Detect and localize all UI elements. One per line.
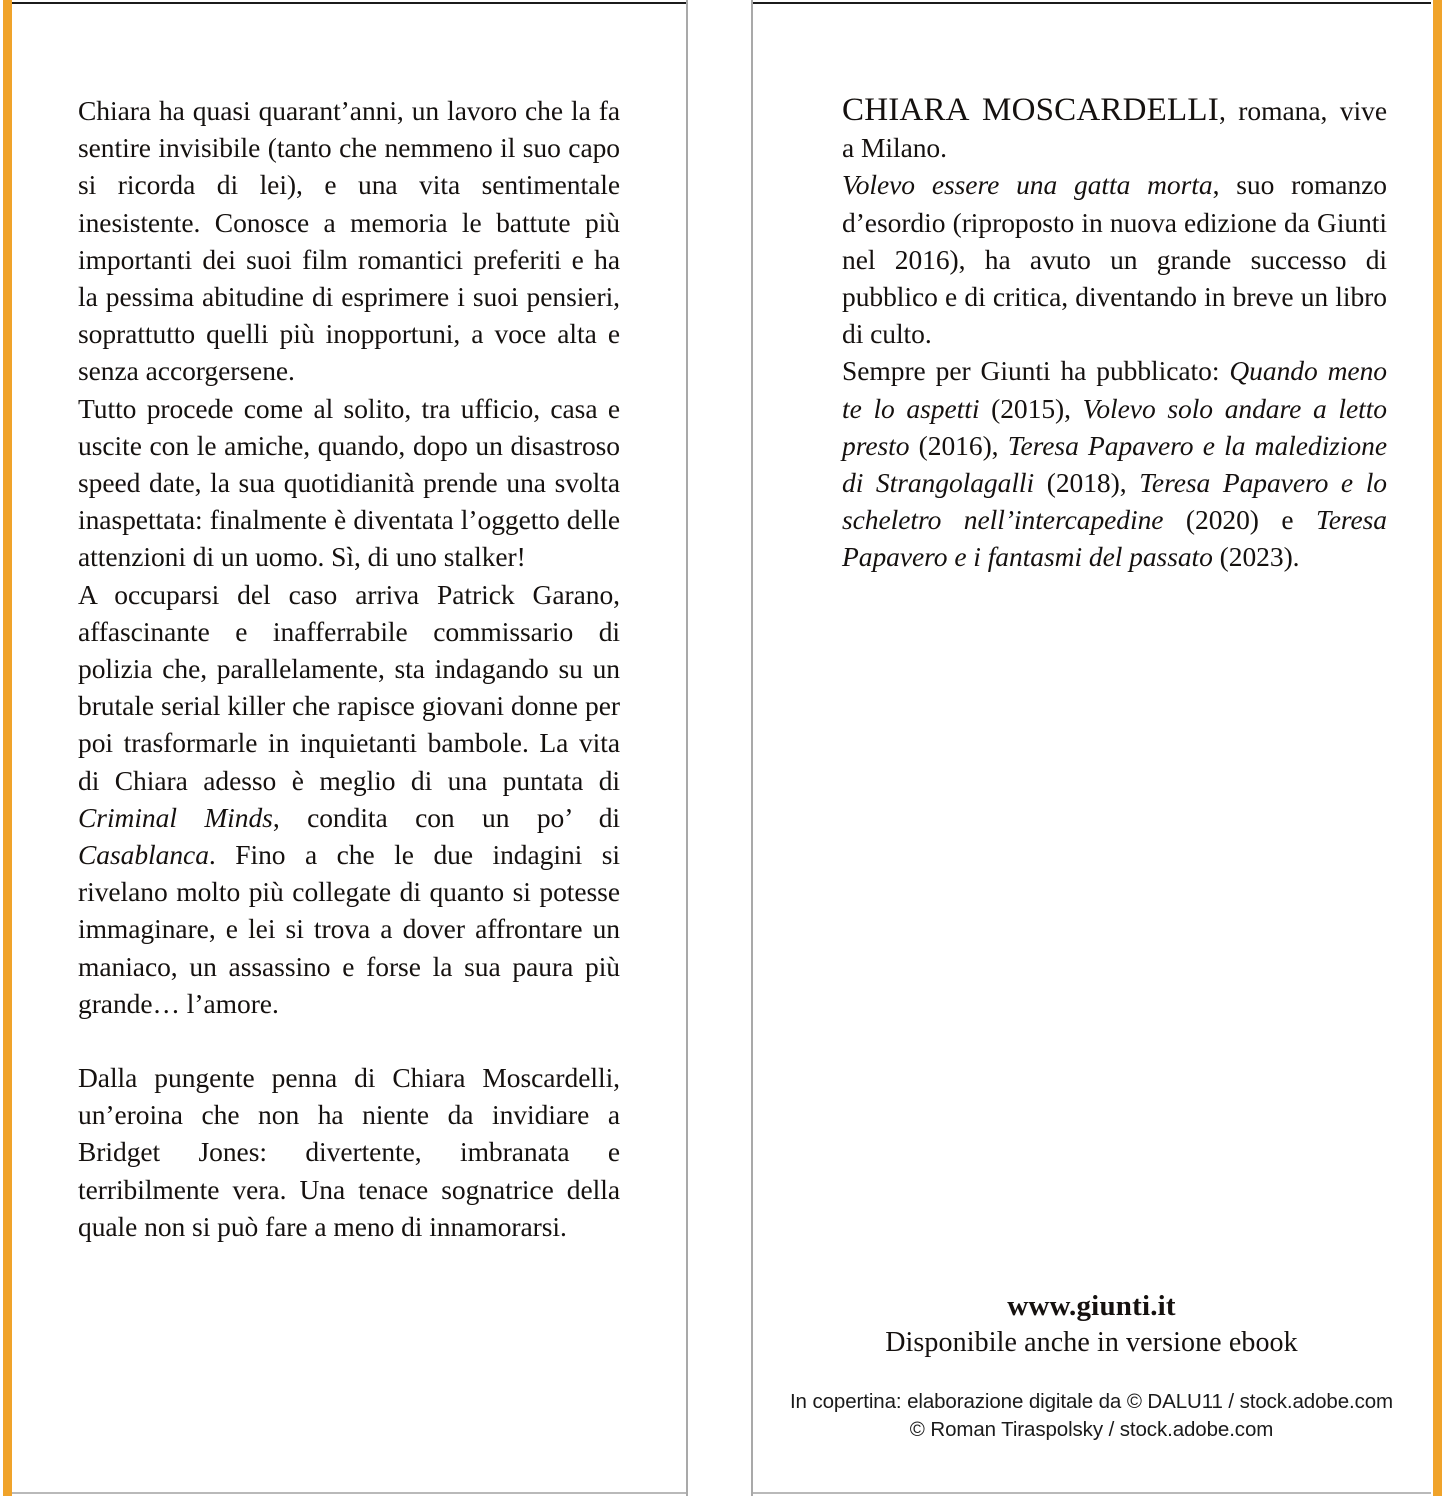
cover-image-credits	[752, 1388, 1431, 1444]
blurb-paragraph-3	[78, 576, 620, 1022]
orange-edge-strip-right	[1433, 0, 1442, 1496]
text-run: , suo romanzo d’esordio (riproposto in nuova edizione da Giunti nel 2016), ha avuto un grande successo di pubblico e di critica, diventando in breve un libro di culto.	[842, 169, 1388, 350]
blurb-text-column	[78, 92, 620, 1245]
text-run: , romana, vive a Milano.	[842, 95, 1387, 164]
credit-line-2: © Roman Tiraspolsky / stock.adobe.com	[909, 1418, 1274, 1441]
text-run: (2018),	[1034, 467, 1140, 499]
italic-title: Casablanca	[78, 839, 209, 871]
credit-line-1: In copertina: elaborazione digitale da © DALU11 / stock.adobe.com	[789, 1390, 1394, 1413]
text-run: (2020) e	[1163, 504, 1316, 536]
debut-novel-paragraph	[842, 166, 1387, 352]
author-text-column	[842, 92, 1387, 576]
italic-title: Volevo solo andare a letto presto	[842, 392, 1387, 461]
blurb-paragraph-2	[78, 390, 620, 576]
bibliography-paragraph	[842, 352, 1387, 575]
italic-title: Quando meno te lo aspetti	[842, 355, 1387, 424]
text-run: , condita con un po’ di	[272, 801, 620, 833]
publisher-website-link[interactable]: www.giunti.it	[1007, 1290, 1176, 1322]
fold-line-inner	[686, 0, 688, 1496]
text-run: Tutto procede come al solito, tra ufficio, casa e uscite con le amiche, quando, dopo un disastroso speed date, la sua quotidianità prende una svolta inaspettata: finalmente è diventata l’oggetto delle attenzioni di un uomo. Sì, di uno stalker!	[78, 392, 620, 573]
publisher-footer	[752, 1288, 1431, 1444]
blurb-paragraph-4	[78, 1059, 620, 1245]
ebook-availability-note: Disponibile anche in versione ebook	[885, 1327, 1298, 1358]
author-bio-paragraph	[842, 92, 1387, 166]
back-cover-blurb-panel	[12, 0, 686, 1496]
text-run: (2016),	[909, 429, 1008, 461]
author-bio-panel	[752, 0, 1431, 1496]
author-name: CHIARA MOSCARDELLI	[842, 92, 1219, 128]
text-run: Sempre per Giunti ha pubblicato:	[842, 355, 1230, 387]
text-run: Dalla pungente penna di Chiara Moscardelli, un’eroina che non ha niente da invidiare a Bridget Jones: divertente, imbranata e terribilmente vera. Una tenace sognatrice della quale non si può fare a meno di innamorarsi.	[78, 1062, 620, 1242]
italic-title: Volevo essere una gatta morta	[842, 169, 1213, 201]
text-run: (2023).	[1212, 541, 1300, 573]
text-run: . Fino a che le due indagini si rivelano molto più collegate di quanto si potesse immaginare, e lei si trova a dover affrontare un maniaco, un assassino e forse la sua paura più grande… l’amore.	[78, 839, 620, 1019]
italic-title: Teresa Papavero e i fantasmi del passato	[842, 504, 1387, 573]
italic-title: Criminal Minds	[78, 801, 273, 833]
blurb-paragraph-1	[78, 92, 620, 390]
text-run: Chiara ha quasi quarant’anni, un lavoro che la fa sentire invisibile (tanto che nemmeno il suo capo si ricorda di lei), e una vita sentimentale inesistente. Conosce a memoria le battute più importanti dei suoi film romantici preferiti e ha la pessima abitudine di esprimere i suoi pensieri, soprattutto quelli più inopportuni, a voce alta e senza accorgersene.	[78, 95, 620, 387]
orange-edge-strip-left	[3, 0, 12, 1496]
italic-title: Teresa Papavero e lo scheletro nell’intercapedine	[842, 467, 1387, 536]
italic-title: Teresa Papavero e la maledizione di Strangolagalli	[842, 429, 1387, 499]
text-run: A occuparsi del caso arriva Patrick Garano, affascinante e inafferrabile commissario di polizia che, parallelamente, sta indagando su un brutale serial killer che rapisce giovani donne per poi trasformarle in inquietanti bambole. La vita di Chiara adesso è meglio di una puntata di	[78, 578, 620, 796]
text-run: (2015),	[979, 392, 1083, 424]
